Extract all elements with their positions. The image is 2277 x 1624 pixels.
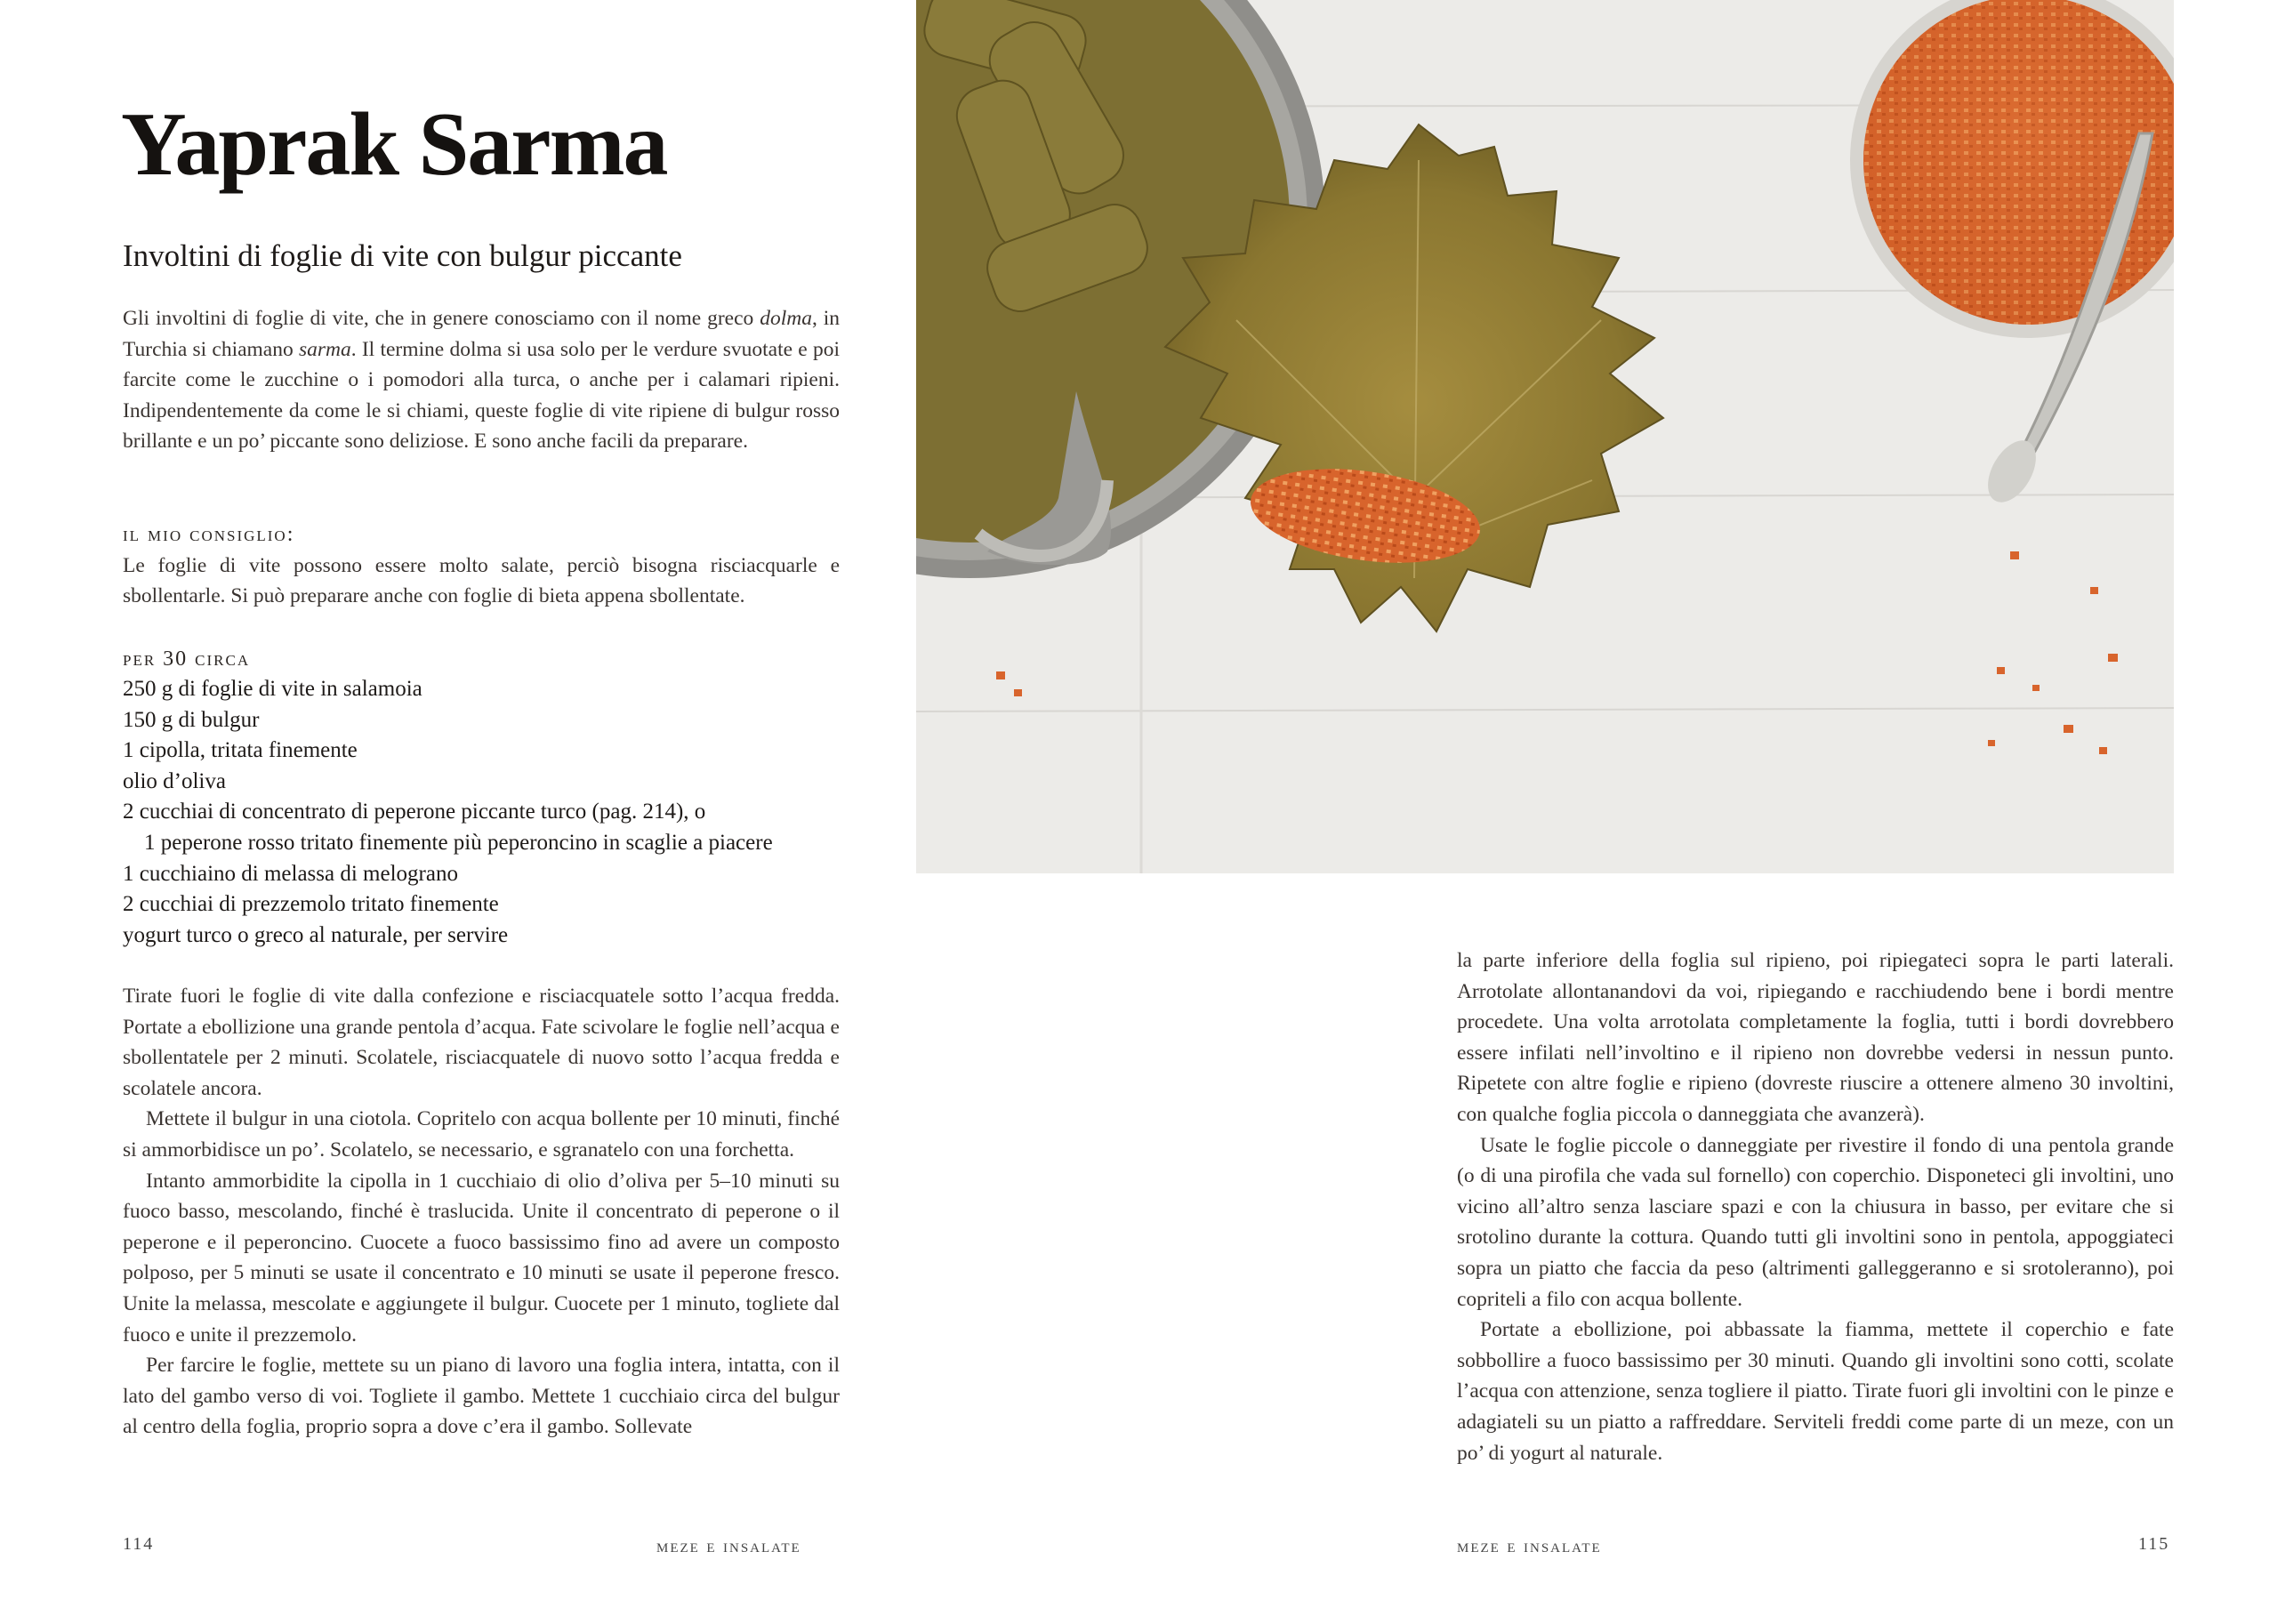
page-number-left: 114	[123, 1534, 155, 1554]
section-name-right: meze e insalate	[1457, 1534, 1602, 1556]
method-paragraph: Per farcire le foglie, mettete su un piano di lavoro una foglia intera, intatta, con il lato del gambo verso di voi. Togliete il gambo. Mettete 1 cucchiaio circa del bulgur al centro della foglia, proprio sopra a dove c’era il gambo. Sollevate	[123, 1354, 840, 1439]
ingredient-item: 150 g di bulgur	[123, 707, 260, 732]
ingredient-item: 1 cipolla, tritata finemente	[123, 738, 358, 763]
right-page	[916, 0, 2277, 1624]
left-page	[0, 0, 916, 1624]
method-paragraph: Mettete il bulgur in una ciotola. Copritelo con acqua bollente per 10 minuti, finché si ammorbidisce un po’. Scolatelo, se necessario, e sgranatelo con una forchetta.	[123, 1107, 840, 1162]
method-left	[123, 981, 840, 1443]
method-paragraph: Usate le foglie piccole o danneggiate per rivestire il fondo di una pentola grande (o di una pirofila che vada sul fornello) con coperchio. Disponeteci gli involtini, uno vicino all’altro senza lasciare spazi e con la chiusura in basso, per evitare che si srotolino durante la cottura. Quando tutti gli involtini sono in pentola, appoggiateci sopra un piatto che faccia da peso (altrimenti galleggeranno e si srotoleranno), poi copriteli a filo con acqua bollente.	[1457, 1133, 2174, 1311]
page-number-right: 115	[2138, 1534, 2170, 1554]
method-paragraph: la parte inferiore della foglia sul ripieno, poi ripiegateci sopra le parti laterali. Arrotolate allontanandovi da voi, ripiegando e racchiudendo bene i bordi mentre procedete. Una volta arrotolata completamente la foglia, tutti i bordi dovrebbero essere infilati nell’involtino e il ripieno non dovrebbe vedersi in nessun punto. Ripetete con altre foglie e ripieno (dovreste riuscire a ottenere almeno 30 involtini, con qualche foglia piccola o danneggiata che avanzerà).	[1457, 949, 2174, 1126]
method-right	[1457, 945, 2174, 1468]
ingredient-item: olio d’oliva	[123, 768, 226, 793]
method-paragraph: Portate a ebollizione, poi abbassate la fiamma, mettete il coperchio e fate sobbollire a fuoco bassissimo per 30 minuti. Quando gli involtini sono cotti, scolate l’acqua con attenzione, senza togliere il piatto. Tirate fuori gli involtini con le pinze e adagiateli su un piatto a raffreddare. Serviteli freddi come parte di un meze, con un po’ di yogurt al naturale.	[1457, 1318, 2174, 1465]
ingredient-item: 1 peperone rosso tritato finemente più peperoncino in scaglie a piacere	[144, 830, 773, 855]
recipe-subtitle: Involtini di foglie di vite con bulgur piccante	[123, 238, 682, 273]
tip-block	[123, 519, 840, 612]
ingredient-item: 1 cucchiaino di melassa di melograno	[123, 861, 458, 886]
serves-label: per 30 circa	[123, 647, 251, 671]
section-name-left: meze e insalate	[656, 1534, 801, 1556]
ingredient-item: 2 cucchiai di concentrato di peperone piccante turco (pag. 214), o	[123, 800, 706, 824]
method-paragraph: Intanto ammorbidite la cipolla in 1 cucchiaio di olio d’oliva per 5–10 minuti su fuoco basso, mescolando, finché è traslucida. Unite il concentrato di peperone o il peperone e il peperoncino. Cuocete a fuoco bassissimo fino ad avere un composto polposo, per 5 minuti se usate il concentrato e 10 minuti se usate il peperone fresco. Unite la melassa, mescolate e aggiungete il bulgur. Cuocete per 1 minuto, togliete dal fuoco e unite il prezzemolo.	[123, 1169, 840, 1347]
method-paragraph: Tirate fuori le foglie di vite dalla confezione e risciacquatele sotto l’acqua fredda. Portate a ebollizione una grande pentola d’acqua. Fate scivolare le foglie nell’acqua e sbollentatele per 2 minuti. Scolatele, risciacquatele di nuovo sotto l’acqua fredda e scolatele ancora.	[123, 985, 840, 1100]
ingredient-item: 250 g di foglie di vite in salamoia	[123, 677, 422, 701]
tip-heading: il mio consiglio:	[123, 523, 295, 546]
ingredients-list	[123, 674, 852, 951]
tip-text: Le foglie di vite possono essere molto salate, perciò bisogna risciacquarle e sbollentarle. Si può preparare anche con foglie di bieta appena sbollentate.	[123, 553, 840, 608]
recipe-title: Yaprak Sarma	[121, 94, 667, 195]
intro-paragraph: Gli involtini di foglie di vite, che in genere conosciamo con il nome greco dolma, in Turchia si chiamano sarma. Il termine dolma si usa solo per le verdure svuotate e poi farcite come le zucchine o i pomodori alla turca, o anche per i calamari ripieni. Indipendentemente da come le si chiami, queste foglie di vite ripiene di bulgur rosso brillante e un po’ piccante sono deliziose. E sono anche facili da preparare.	[123, 307, 841, 454]
ingredient-item: yogurt turco o greco al naturale, per servire	[123, 922, 509, 947]
ingredient-item: 2 cucchiai di prezzemolo tritato finemente	[123, 892, 499, 917]
